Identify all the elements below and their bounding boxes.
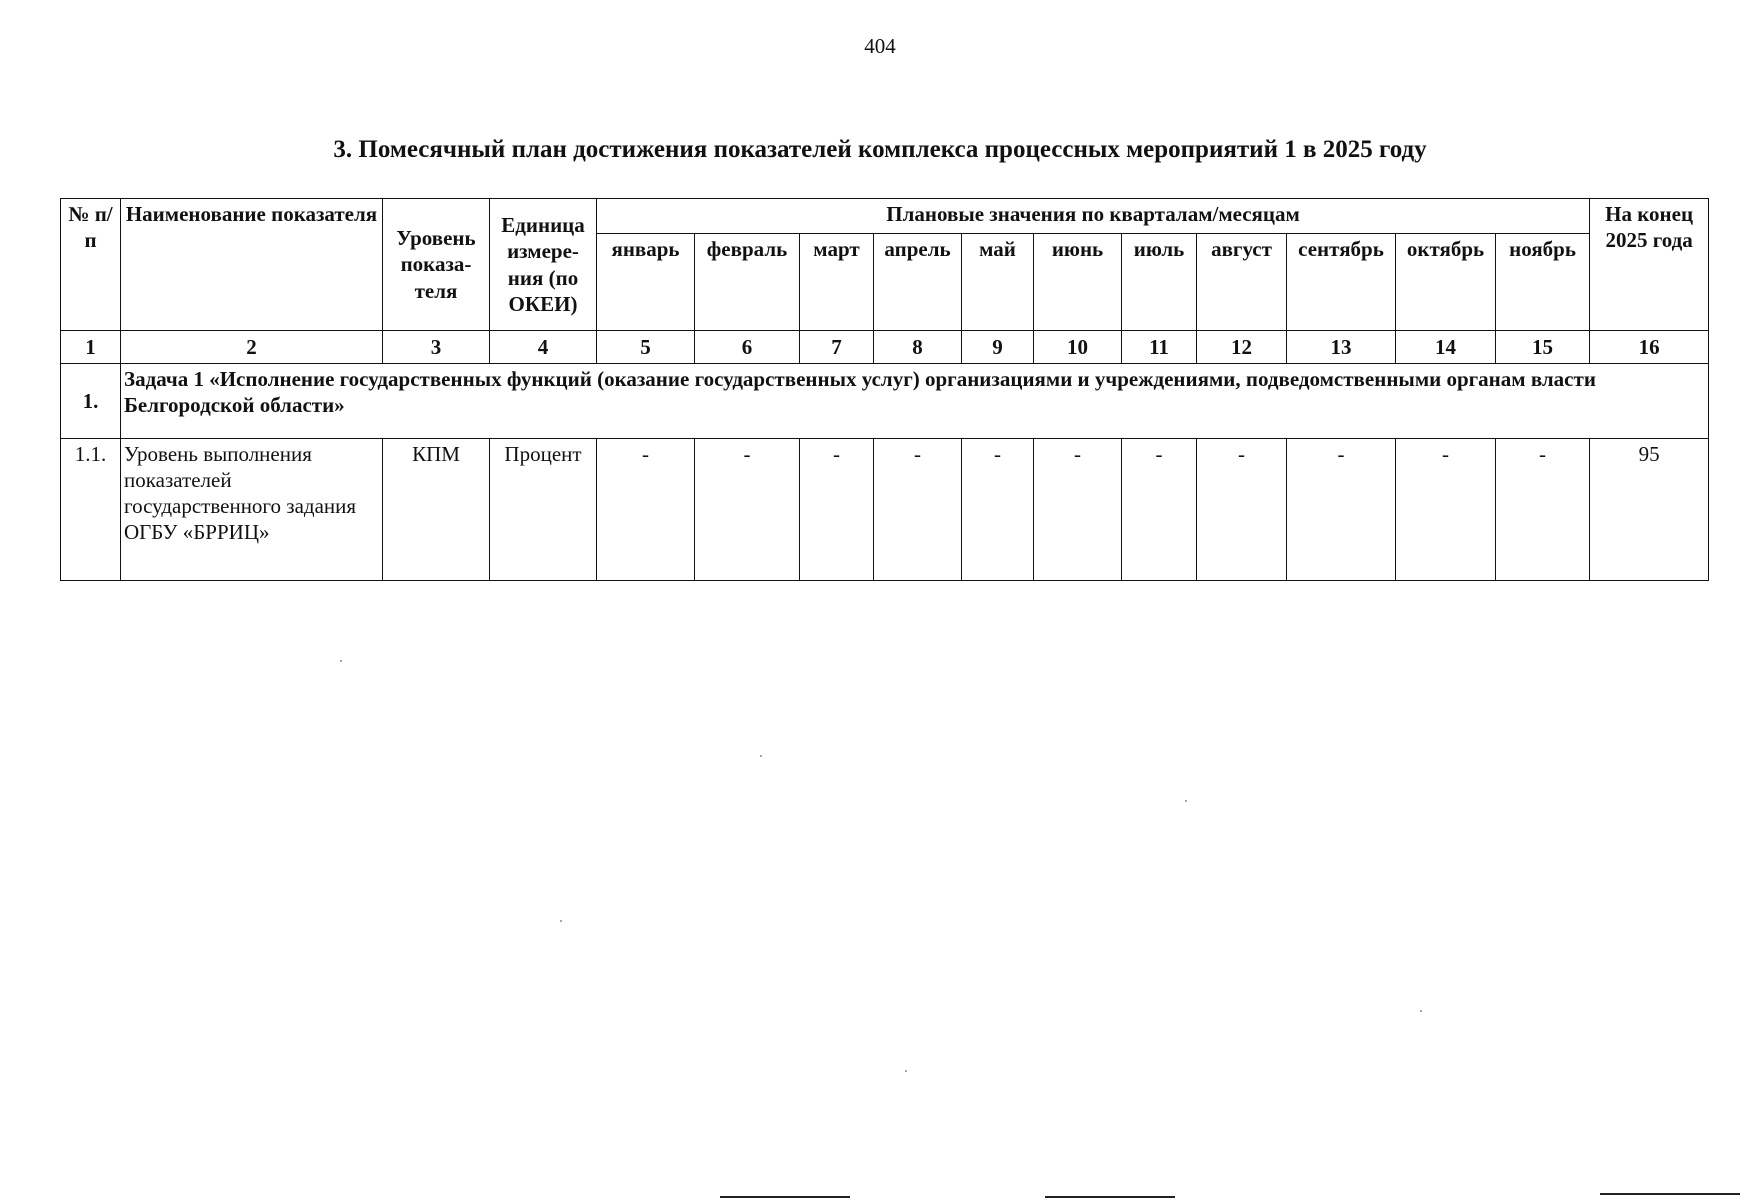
- row-number: 1.1.: [61, 439, 121, 581]
- column-number: 7: [800, 331, 874, 364]
- column-number: 16: [1590, 331, 1709, 364]
- document-title: 3. Помесячный план достижения показателей комплекса процессных мероприятий 1 в 2025 году: [333, 136, 1427, 163]
- header-month: сентябрь: [1287, 234, 1396, 331]
- header-month: август: [1197, 234, 1287, 331]
- header-year-end: На конец 2025 года: [1590, 199, 1709, 331]
- column-number: 12: [1197, 331, 1287, 364]
- month-value: -: [1496, 439, 1590, 581]
- header-plan-group: Плановые значения по кварталам/месяцам: [597, 199, 1590, 234]
- scan-speck: [905, 1070, 907, 1072]
- column-number: 11: [1122, 331, 1197, 364]
- header-level: Уровень показа-теля: [383, 199, 490, 331]
- month-value: -: [597, 439, 695, 581]
- month-value: -: [800, 439, 874, 581]
- indicator-level: КПМ: [383, 439, 490, 581]
- header-num: № п/п: [61, 199, 121, 331]
- column-number: 10: [1034, 331, 1122, 364]
- table-row: [61, 439, 1709, 581]
- month-value: -: [1396, 439, 1496, 581]
- scan-speck: [340, 660, 342, 662]
- column-number: 15: [1496, 331, 1590, 364]
- header-unit: Единица измере-ния (по ОКЕИ): [490, 199, 597, 331]
- column-number: 5: [597, 331, 695, 364]
- header-month: март: [800, 234, 874, 331]
- header-month: октябрь: [1396, 234, 1496, 331]
- header-name: Наименование показателя: [121, 199, 383, 331]
- month-value: -: [874, 439, 962, 581]
- scan-speck: [560, 920, 562, 922]
- column-number: 13: [1287, 331, 1396, 364]
- column-number: 9: [962, 331, 1034, 364]
- scan-speck: [1185, 800, 1187, 802]
- column-number: 6: [695, 331, 800, 364]
- month-value: -: [962, 439, 1034, 581]
- column-number: 14: [1396, 331, 1496, 364]
- month-value: -: [1287, 439, 1396, 581]
- month-value: -: [1122, 439, 1197, 581]
- month-value: -: [1034, 439, 1122, 581]
- month-value: -: [1197, 439, 1287, 581]
- scan-speck: [1420, 1010, 1422, 1012]
- scan-speck: [760, 755, 762, 757]
- column-number: 1: [61, 331, 121, 364]
- year-end-value: 95: [1590, 439, 1709, 581]
- task-text: Задача 1 «Исполнение государственных функций (оказание государственных услуг) организациями и учреждениями, подведомственными органам власти Белгородской области»: [121, 364, 1709, 439]
- column-number: 2: [121, 331, 383, 364]
- header-month: апрель: [874, 234, 962, 331]
- column-number-row: [61, 331, 1709, 364]
- scan-edge-line: [1600, 1193, 1740, 1195]
- header-month: июль: [1122, 234, 1197, 331]
- indicator-name: Уровень выполнения показателей государственного задания ОГБУ «БРРИЦ»: [121, 439, 383, 581]
- monthly-plan-table: [60, 198, 1709, 581]
- indicator-unit: Процент: [490, 439, 597, 581]
- scan-edge-line: [720, 1196, 850, 1198]
- task-row: [61, 364, 1709, 439]
- header-month: январь: [597, 234, 695, 331]
- page-number: 404: [864, 34, 896, 58]
- column-number: 8: [874, 331, 962, 364]
- header-month: июнь: [1034, 234, 1122, 331]
- header-month: ноябрь: [1496, 234, 1590, 331]
- month-value: -: [695, 439, 800, 581]
- header-month: февраль: [695, 234, 800, 331]
- header-month: май: [962, 234, 1034, 331]
- task-number: 1.: [61, 364, 121, 439]
- column-number: 4: [490, 331, 597, 364]
- column-number: 3: [383, 331, 490, 364]
- scan-edge-line: [1045, 1196, 1175, 1198]
